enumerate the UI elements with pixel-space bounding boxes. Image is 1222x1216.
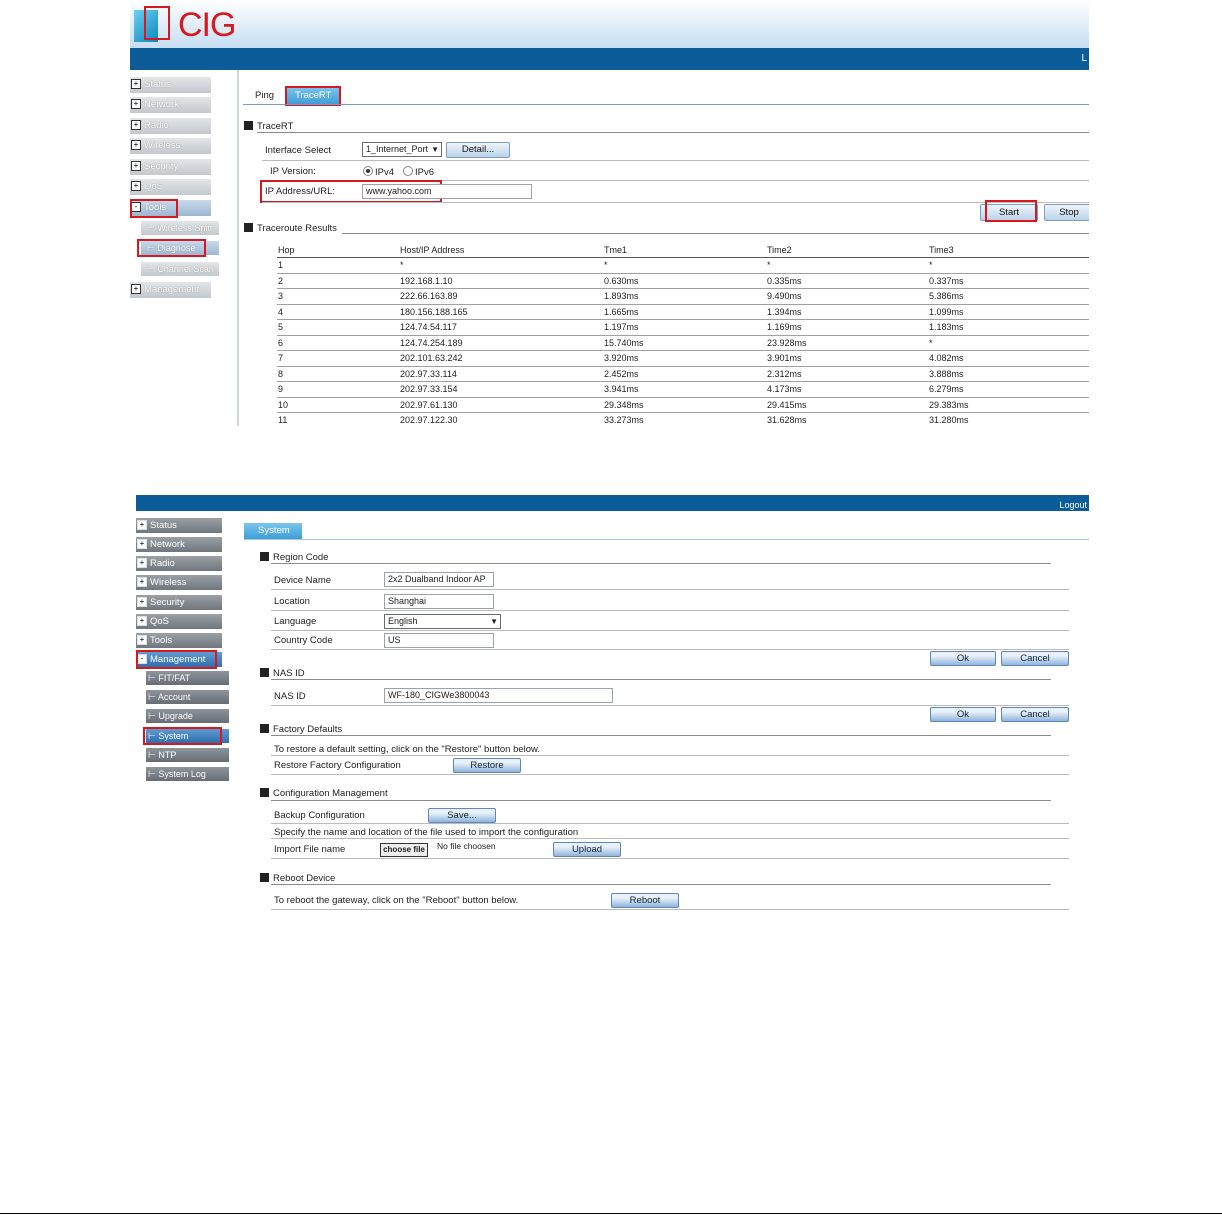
section-title: NAS ID [273, 668, 305, 679]
logout-link[interactable]: Logout [1059, 500, 1087, 510]
expand-icon: + [137, 597, 147, 607]
nav-network[interactable] [136, 537, 222, 552]
nav-wireless[interactable] [136, 575, 222, 590]
nav-channel-scan[interactable]: ⊢ Channel Scan [141, 262, 219, 276]
nav-label: Wireless [150, 577, 187, 588]
divider [271, 884, 1051, 885]
section-bullet-icon [260, 788, 269, 797]
interface-select-label: Interface Select [265, 145, 332, 156]
divider [271, 858, 1069, 859]
import-file-label: Import File name [274, 844, 346, 855]
stop-button[interactable]: Stop [1044, 204, 1089, 221]
table-cell: 202.97.61.130 [399, 397, 603, 413]
col-time2: Time2 [766, 242, 928, 258]
table-row [277, 320, 1089, 336]
nav-radio[interactable] [136, 556, 222, 571]
table-cell: 1.197ms [603, 320, 766, 336]
no-file-text: No file choosen [437, 841, 496, 851]
table-cell: 180.156.188.165 [399, 304, 603, 320]
table-cell: 33.273ms [603, 413, 766, 427]
table-cell: 202.97.33.114 [399, 366, 603, 382]
table-cell: 8 [277, 366, 399, 382]
nav-security[interactable] [130, 159, 211, 175]
collapse-icon: - [131, 202, 141, 212]
nav-tools[interactable] [136, 633, 222, 648]
nas-id-label: NAS ID [274, 691, 306, 702]
nas-id-input[interactable]: WF-180_CIGWe3800043 [384, 688, 613, 703]
restore-label: Restore Factory Configuration [274, 760, 401, 771]
expand-icon: + [131, 79, 141, 89]
ipv4-label: IPv4 [375, 167, 395, 178]
table-cell: 3 [277, 289, 399, 305]
table-cell: 6.279ms [928, 382, 1089, 398]
language-select-value: English [388, 616, 418, 626]
table-cell: 5.386ms [928, 289, 1089, 305]
table-cell: 192.168.1.10 [399, 273, 603, 289]
interface-select-value: 1_Internet_Port [366, 144, 429, 154]
section-title: Region Code [273, 552, 329, 563]
table-cell: 4.082ms [928, 351, 1089, 367]
nav-fit-fat[interactable]: ⊢ FIT/FAT [146, 671, 229, 685]
section-factory-defaults [260, 724, 342, 735]
nav-label: NTP [158, 750, 177, 760]
table-cell: 3.901ms [766, 351, 928, 367]
divider [271, 649, 1069, 650]
table-row [277, 382, 1089, 398]
table-cell: 2 [277, 273, 399, 289]
choose-file-button[interactable]: choose file [380, 843, 428, 857]
nav-label: QoS [144, 181, 164, 192]
system-content [244, 539, 1089, 910]
nav-label: Diagnose [157, 243, 196, 253]
table-cell: 15.740ms [603, 335, 766, 351]
expand-icon: + [131, 284, 141, 294]
nav-label: Status [144, 79, 171, 90]
section-configuration-management [260, 788, 388, 799]
device-name-label: Device Name [274, 575, 332, 586]
divider [271, 705, 1069, 706]
section-title: Traceroute Results [257, 223, 337, 234]
table-cell: 1.893ms [603, 289, 766, 305]
col-hop: Hop [277, 242, 399, 258]
section-reboot-device [260, 873, 335, 884]
language-select[interactable] [384, 614, 501, 629]
nav-qos[interactable] [130, 179, 211, 195]
nav-account[interactable]: ⊢ Account [146, 690, 229, 704]
divider [342, 233, 1089, 234]
nav-upgrade[interactable]: ⊢ Upgrade [146, 709, 229, 723]
ip-address-label: IP Address/URL: [265, 186, 336, 197]
logo-highlight [144, 6, 170, 40]
table-cell: 29.383ms [928, 397, 1089, 413]
nav-label: Management [144, 284, 200, 295]
nav-ntp[interactable]: ⊢ NTP [146, 748, 229, 762]
nav-label: System Log [158, 769, 206, 779]
nav-label: Network [144, 99, 179, 110]
table-cell: 124.74.54.117 [399, 320, 603, 336]
nav-label: Wireless [144, 140, 181, 151]
nav-radio[interactable] [130, 118, 211, 134]
table-cell: 29.415ms [766, 397, 928, 413]
nav-status[interactable] [130, 77, 211, 93]
table-cell: 1.169ms [766, 320, 928, 336]
nav-management[interactable] [130, 282, 211, 298]
expand-icon: + [131, 181, 141, 191]
section-bullet-icon [244, 223, 253, 232]
cig-logo [134, 6, 168, 42]
divider [271, 774, 1069, 775]
section-nas-id [260, 668, 305, 679]
table-cell: 10 [277, 397, 399, 413]
table-row [277, 366, 1089, 382]
table-row [277, 397, 1089, 413]
sidebar [136, 511, 236, 910]
restore-button[interactable]: Restore [453, 758, 521, 773]
system-highlight [143, 727, 222, 745]
language-label: Language [274, 616, 317, 627]
collapse-icon: - [137, 654, 147, 664]
table-cell: * [603, 258, 766, 274]
divider [271, 823, 1069, 824]
header-banner [130, 0, 1089, 48]
ip-version-label: IP Version: [270, 166, 316, 177]
page-footer-rule [0, 1213, 1222, 1214]
table-cell: 202.97.33.154 [399, 382, 603, 398]
table-cell: 0.630ms [603, 273, 766, 289]
device-name-input[interactable]: 2x2 Dualband Indoor AP [384, 572, 494, 587]
nav-security[interactable] [136, 595, 222, 610]
divider [271, 630, 1069, 631]
expand-icon: + [137, 520, 147, 530]
table-cell: * [766, 258, 928, 274]
table-cell: 2.312ms [766, 366, 928, 382]
logo-text: CIG [178, 6, 236, 44]
tab-underline [243, 104, 1089, 105]
divider [271, 589, 1069, 590]
nav-wireless-sniff[interactable]: ⊢ Wireless Sniff [141, 221, 219, 235]
detail-button[interactable]: Detail... [446, 142, 510, 158]
top-bar-corner-text[interactable]: L [1081, 53, 1087, 64]
expand-icon: + [131, 99, 141, 109]
nav-label: Upgrade [158, 711, 193, 721]
table-row [277, 335, 1089, 351]
interface-select[interactable] [362, 142, 442, 157]
table-row [277, 413, 1089, 427]
divider [257, 132, 1089, 133]
region-ok-button[interactable]: Ok [930, 651, 996, 666]
section-tracert [244, 121, 293, 132]
table-cell: 2.452ms [603, 366, 766, 382]
backup-label: Backup Configuration [274, 810, 365, 821]
table-cell: 202.97.122.30 [399, 413, 603, 427]
location-label: Location [274, 596, 310, 607]
expand-icon: + [137, 616, 147, 626]
divider [271, 563, 1051, 564]
sidebar [130, 70, 239, 426]
table-cell: 31.280ms [928, 413, 1089, 427]
nav-label: Wireless Sniff [157, 223, 213, 233]
table-row [277, 258, 1089, 274]
tab-tracert[interactable]: TraceRT [287, 87, 339, 104]
management-highlight [136, 650, 217, 669]
nas-ok-button[interactable]: Ok [930, 707, 996, 722]
ipv6-radio[interactable] [403, 166, 434, 178]
save-button[interactable]: Save... [428, 808, 496, 823]
nav-label: Security [150, 597, 185, 608]
dropdown-arrow-icon: ▼ [431, 145, 439, 154]
expand-icon: + [131, 140, 141, 150]
table-cell: 1.099ms [928, 304, 1089, 320]
traceroute-screenshot [130, 0, 1089, 426]
table-cell: 9 [277, 382, 399, 398]
divider [271, 909, 1069, 910]
start-button[interactable]: Start [980, 204, 1038, 221]
divider [262, 202, 1089, 203]
divider [271, 735, 1051, 736]
section-bullet-icon [260, 668, 269, 677]
nav-label: Status [150, 520, 177, 531]
table-cell: * [399, 258, 603, 274]
divider [271, 838, 1069, 839]
nav-label: Security [144, 161, 179, 172]
top-bar [130, 48, 1089, 70]
section-region-code [260, 552, 328, 563]
divider [271, 679, 1051, 680]
tools-highlight [130, 199, 178, 218]
radio-icon [403, 166, 413, 176]
nav-system-log[interactable]: ⊢ System Log [146, 767, 229, 781]
table-cell: 202.101.63.242 [399, 351, 603, 367]
section-bullet-icon [244, 121, 253, 130]
col-time1: Tme1 [603, 242, 766, 258]
table-cell: 5 [277, 320, 399, 336]
table-cell: 29.348ms [603, 397, 766, 413]
nav-label: Account [157, 692, 191, 702]
table-cell: 3.888ms [928, 366, 1089, 382]
table-cell: 31.628ms [766, 413, 928, 427]
section-title: Factory Defaults [273, 724, 343, 735]
expand-icon: + [137, 577, 147, 587]
ipv6-label: IPv6 [415, 167, 435, 178]
divider [271, 610, 1069, 611]
nav-label: QoS [150, 616, 170, 627]
table-cell: * [928, 335, 1089, 351]
nav-label: System [158, 731, 189, 741]
table-cell: 11 [277, 413, 399, 427]
table-cell: 4.173ms [766, 382, 928, 398]
section-title: Configuration Management [273, 788, 388, 799]
nav-wireless[interactable] [130, 138, 211, 154]
nav-system[interactable]: ⊢ System [146, 729, 229, 743]
nav-diagnose[interactable]: ⊢ Diagnose [141, 241, 219, 255]
nav-qos[interactable] [136, 614, 222, 629]
table-cell: 1.665ms [603, 304, 766, 320]
expand-icon: + [131, 161, 141, 171]
start-highlight [985, 200, 1037, 222]
table-row [277, 289, 1089, 305]
section-traceroute-results [244, 223, 337, 234]
ipv4-radio[interactable] [363, 166, 394, 178]
reboot-button[interactable]: Reboot [611, 893, 679, 908]
expand-icon: + [137, 539, 147, 549]
tracert-tab-highlight [285, 86, 341, 106]
section-title: Reboot Device [273, 873, 336, 884]
table-cell: 7 [277, 351, 399, 367]
table-cell: 3.941ms [603, 382, 766, 398]
nav-label: Channel Scan [157, 264, 214, 274]
table-cell: 0.335ms [766, 273, 928, 289]
country-code-label: Country Code [274, 635, 333, 646]
expand-icon: + [131, 120, 141, 130]
table-row [277, 273, 1089, 289]
import-description: Specify the name and location of the file used to import the configuration [274, 827, 579, 838]
nav-label: Management [150, 654, 206, 665]
table-cell: 23.928ms [766, 335, 928, 351]
factory-description: To restore a default setting, click on the "Restore" button below. [274, 744, 541, 755]
table-cell: 6 [277, 335, 399, 351]
table-cell: 1.183ms [928, 320, 1089, 336]
nas-cancel-button[interactable]: Cancel [1001, 707, 1069, 722]
table-row [277, 351, 1089, 367]
diagnose-highlight [137, 239, 206, 257]
table-cell: 3.920ms [603, 351, 766, 367]
expand-icon: + [137, 558, 147, 568]
ip-address-input[interactable]: www.yahoo.com [362, 184, 532, 199]
nav-label: Network [150, 539, 185, 550]
nav-status[interactable] [136, 518, 222, 533]
table-cell: 0.337ms [928, 273, 1089, 289]
nav-label: Tools [144, 202, 167, 213]
table-cell: 4 [277, 304, 399, 320]
table-cell: 222.66.163.89 [399, 289, 603, 305]
nav-label: Tools [150, 635, 173, 646]
location-input[interactable]: Shanghai [384, 594, 494, 609]
upload-button[interactable]: Upload [553, 842, 621, 857]
table-cell: 124.74.254.189 [399, 335, 603, 351]
section-bullet-icon [260, 873, 269, 882]
tab-system[interactable]: System [244, 523, 302, 539]
section-title: TraceRT [257, 121, 294, 132]
table-header [277, 242, 1089, 258]
nav-label: Radio [144, 120, 169, 131]
table-cell: 1 [277, 258, 399, 274]
section-bullet-icon [260, 724, 269, 733]
region-cancel-button[interactable]: Cancel [1001, 651, 1069, 666]
system-settings-screenshot [136, 495, 1089, 910]
section-bullet-icon [260, 552, 269, 561]
top-bar [136, 495, 1089, 511]
table-cell: 9.490ms [766, 289, 928, 305]
col-time3: Time3 [928, 242, 1089, 258]
table-cell: 1.394ms [766, 304, 928, 320]
table-row [277, 304, 1089, 320]
table-cell: * [928, 258, 1089, 274]
nav-network[interactable] [130, 97, 211, 113]
col-host: Host/IP Address [399, 242, 603, 258]
divider [271, 755, 1069, 756]
tab-ping[interactable]: Ping [255, 90, 275, 101]
traceroute-table [277, 242, 1089, 426]
nav-label: FIT/FAT [158, 673, 191, 683]
divider [271, 800, 1051, 801]
radio-selected-icon [363, 166, 373, 176]
country-code-input[interactable]: US [384, 633, 494, 648]
dropdown-arrow-icon: ▼ [490, 617, 498, 626]
divider [262, 160, 1089, 161]
nav-label: Radio [150, 558, 175, 569]
reboot-description: To reboot the gateway, click on the "Reboot" button below. [274, 895, 519, 906]
expand-icon: + [137, 635, 147, 645]
